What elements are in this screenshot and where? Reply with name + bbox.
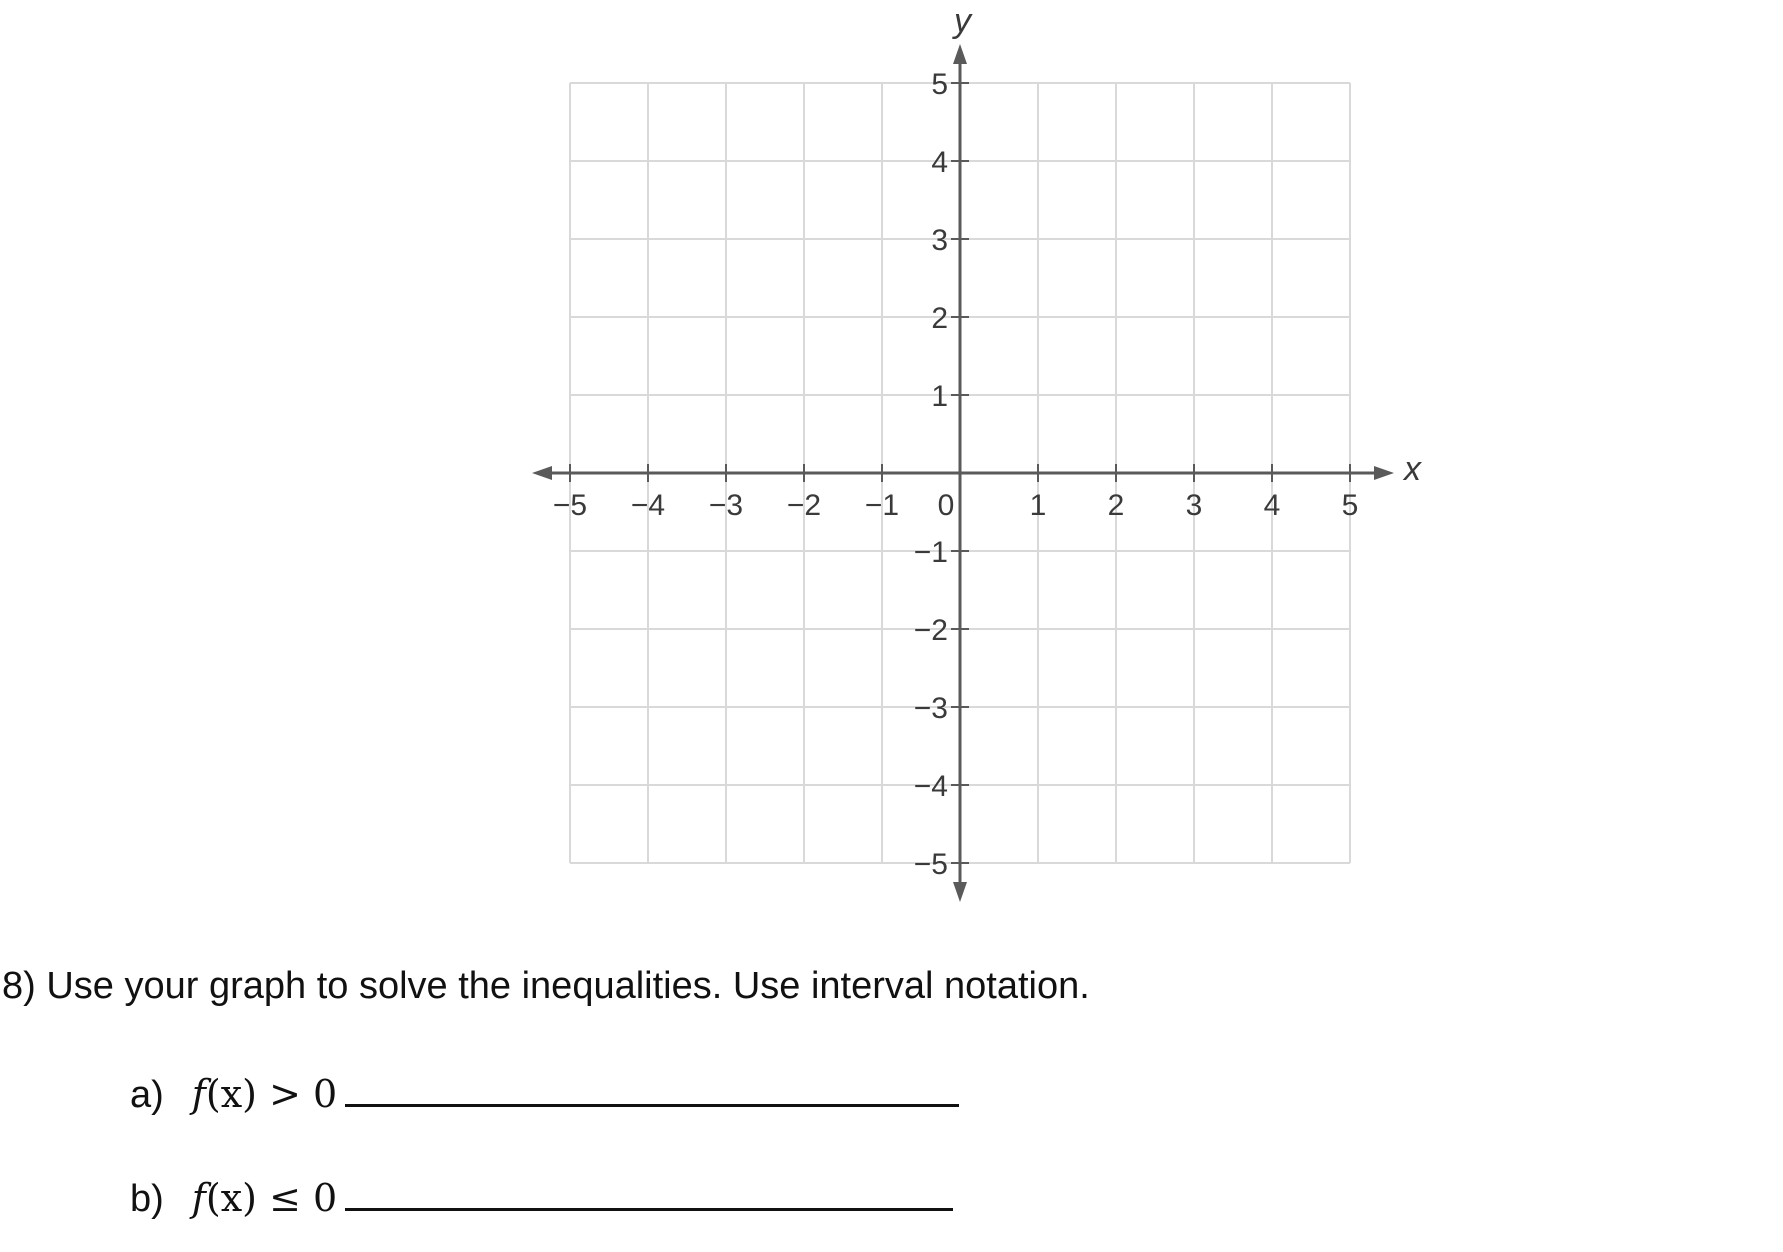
part-b-label: b) [130,1178,164,1220]
answer-blank-b[interactable] [345,1208,953,1211]
inequality-a [130,1072,959,1117]
x-tick-label: −2 [786,489,822,522]
x-axis-right-arrow [1374,466,1394,480]
y-tick-label: −5 [913,848,948,881]
function-symbol: f [191,1176,206,1220]
x-tick-label: 0 [937,489,955,522]
question-prompt: 8) Use your graph to solve the inequalities. Use interval notation. [2,965,1090,1007]
x-tick-label: 3 [1185,489,1203,522]
part-a-label: a) [130,1074,164,1116]
inequality-a-expression [192,1072,337,1116]
axes [532,44,1394,902]
y-tick-label: 1 [931,380,948,413]
y-tick-label: −1 [913,536,948,569]
inequality-b-expression [192,1176,337,1220]
x-tick-label: 5 [1341,489,1359,522]
inequality-b [130,1176,953,1221]
x-tick-label: −3 [708,489,744,522]
y-axis-label: y [954,2,971,40]
relation: > 0 [269,1072,338,1116]
y-axis-down-arrow [953,882,967,902]
y-tick-label: 5 [931,68,948,101]
answer-blank-a[interactable] [345,1104,959,1107]
y-tick-label: −2 [913,614,948,647]
x-axis-left-arrow [532,466,552,480]
x-tick-label: −4 [630,489,666,522]
function-symbol: f [191,1072,206,1116]
y-tick-label: 4 [931,146,948,179]
function-argument: (x) [205,1072,257,1116]
x-tick-label: 1 [1029,489,1047,522]
x-tick-label: −1 [864,489,900,522]
x-axis-label: x [1404,450,1421,488]
y-tick-label: −4 [913,770,948,803]
y-tick-label: −3 [913,692,948,725]
function-argument: (x) [205,1176,257,1220]
y-axis-up-arrow [953,44,967,64]
y-tick-label: 2 [931,302,948,335]
x-tick-label: 4 [1263,489,1281,522]
x-tick-label: 2 [1107,489,1125,522]
y-tick-label: 3 [931,224,948,257]
relation: ≤ 0 [269,1176,338,1220]
x-tick-label: −5 [552,489,588,522]
